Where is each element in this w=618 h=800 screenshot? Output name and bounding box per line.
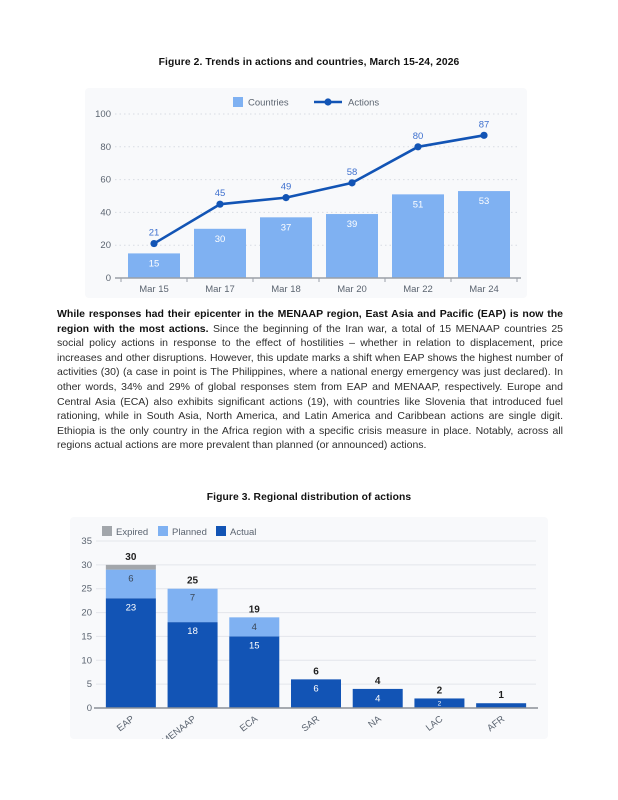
svg-text:EAP: EAP <box>114 713 137 735</box>
bar-value-label: 37 <box>280 222 292 234</box>
segment-value-label: 23 <box>125 602 137 614</box>
x-tick-label <box>424 714 445 734</box>
legend-swatch-planned <box>158 526 168 536</box>
total-label: 19 <box>248 604 260 616</box>
figure3-title: Figure 3. Regional distribution of actions <box>206 492 412 503</box>
svg-text:MENAAP: MENAAP <box>160 713 199 739</box>
legend-label-countries: Countries <box>248 97 289 109</box>
y-tick-label: 80 <box>100 141 111 153</box>
x-tick-label: Mar 24 <box>469 284 499 295</box>
y-tick-label: 20 <box>100 240 111 252</box>
x-tick-label: Mar 22 <box>403 284 433 295</box>
y-tick-label: 10 <box>81 655 92 667</box>
bar-value-label: 15 <box>148 258 160 270</box>
y-tick-label: 30 <box>81 559 92 571</box>
y-tick-label: 25 <box>81 583 92 595</box>
line-value-label: 45 <box>214 188 226 200</box>
paragraph-rest: Since the beginning of the Iran war, a total of 15 MENAAP countries 25 social policy actions in response to the effect of hostilities – whether in relation to displacement, price increases and other disruptions. However, this update marks a shift when EAP shows the highest number of activities (30) (a case in point is The Philippines, where a national energy emergency was just declared). In other words, 34% and 29% of global responses stem from EAP and MENAAP, respectively. Europe and Central Asia (ECA) also exhibits significant actions (19), with countries like Slovenia that introduced fuel rationing, while in South Asia, North America, and Latin America and Caribbean actions are single digit. Ethiopia is the only country in the Africa region with a specific crisis measure in place. Notably, across all regions actual actions are more prevalent than planned (or announced) actions. <box>57 322 564 452</box>
actions-point <box>480 132 487 139</box>
line-value-label: 58 <box>346 166 358 178</box>
svg-text:ECA: ECA <box>237 713 261 735</box>
x-tick-label <box>160 714 198 739</box>
x-tick-label <box>238 713 261 734</box>
svg-text:AFR: AFR <box>485 713 507 735</box>
x-tick-label: Mar 18 <box>271 284 301 295</box>
figure3-chart <box>70 517 548 739</box>
y-tick-label: 20 <box>81 607 92 619</box>
body-paragraph <box>57 307 563 453</box>
legend-label-actual: Actual <box>230 527 257 538</box>
legend-swatch-actual <box>216 526 226 536</box>
total-label: 25 <box>187 575 199 587</box>
segment-value-label: 18 <box>187 626 198 638</box>
y-tick-label: 35 <box>81 536 92 547</box>
paragraph-lead: While responses had their epicenter in the MENAAP region, East Asia and Pacific (EAP) is now the region with the most actions. <box>57 308 563 335</box>
figure3-svg <box>70 517 548 739</box>
figure2-chart <box>85 88 527 298</box>
y-tick-label: 15 <box>81 631 92 643</box>
x-tick-label <box>300 714 322 735</box>
bar-value-label: 51 <box>412 199 424 211</box>
actions-point <box>150 240 157 247</box>
expired-segment <box>106 565 156 570</box>
legend-label-actions: Actions <box>348 97 380 109</box>
bar-value-label: 39 <box>346 219 358 231</box>
bar-value-label: 53 <box>478 196 490 208</box>
segment-value-label: 6 <box>313 683 319 695</box>
segment-value-label: 2 <box>437 700 442 708</box>
y-tick-label: 0 <box>86 703 92 714</box>
y-tick-label: 5 <box>86 679 92 691</box>
line-value-label: 80 <box>412 130 424 142</box>
svg-text:NA: NA <box>366 713 384 731</box>
x-tick-label <box>366 713 384 730</box>
total-label: 2 <box>436 685 443 697</box>
svg-text:LAC: LAC <box>423 713 446 734</box>
x-tick-label: Mar 20 <box>337 284 367 295</box>
x-tick-label: Mar 15 <box>139 284 169 295</box>
line-value-label: 21 <box>148 227 160 239</box>
figure2-title: Figure 2. Trends in actions and countries, March 15-24, 2026 <box>158 57 460 68</box>
segment-value-label: 4 <box>251 622 257 634</box>
actions-point <box>282 194 289 201</box>
bar-value-label: 30 <box>214 233 226 245</box>
y-tick-label: 100 <box>95 109 111 120</box>
total-label: 30 <box>125 551 137 563</box>
total-label: 4 <box>374 675 381 687</box>
y-tick-label: 40 <box>100 207 111 219</box>
segment-value-label: 15 <box>248 640 260 652</box>
total-label: 1 <box>498 690 504 702</box>
actions-point <box>348 179 355 186</box>
legend-swatch-expired <box>102 526 112 536</box>
legend-swatch-countries <box>233 97 243 107</box>
total-label: 6 <box>313 666 319 678</box>
y-tick-label: 0 <box>105 273 111 284</box>
line-value-label: 49 <box>280 181 292 193</box>
segment-value-label: 6 <box>128 573 134 585</box>
x-tick-label <box>115 714 137 734</box>
segment-value-label: 4 <box>375 693 381 705</box>
segment-value-label: 7 <box>189 592 196 604</box>
x-tick-label: Mar 17 <box>205 284 235 295</box>
legend-label-expired: Expired <box>116 527 149 538</box>
actions-point <box>216 201 223 208</box>
actions-point <box>414 143 421 150</box>
x-tick-label <box>485 714 507 734</box>
actual-segment <box>106 598 156 708</box>
legend-dot-marker <box>324 98 331 105</box>
y-tick-label: 60 <box>100 174 111 186</box>
svg-text:SAR: SAR <box>299 713 322 735</box>
legend-label-planned: Planned <box>172 527 207 538</box>
line-value-label: 87 <box>478 119 490 131</box>
figure2-svg <box>85 88 527 298</box>
